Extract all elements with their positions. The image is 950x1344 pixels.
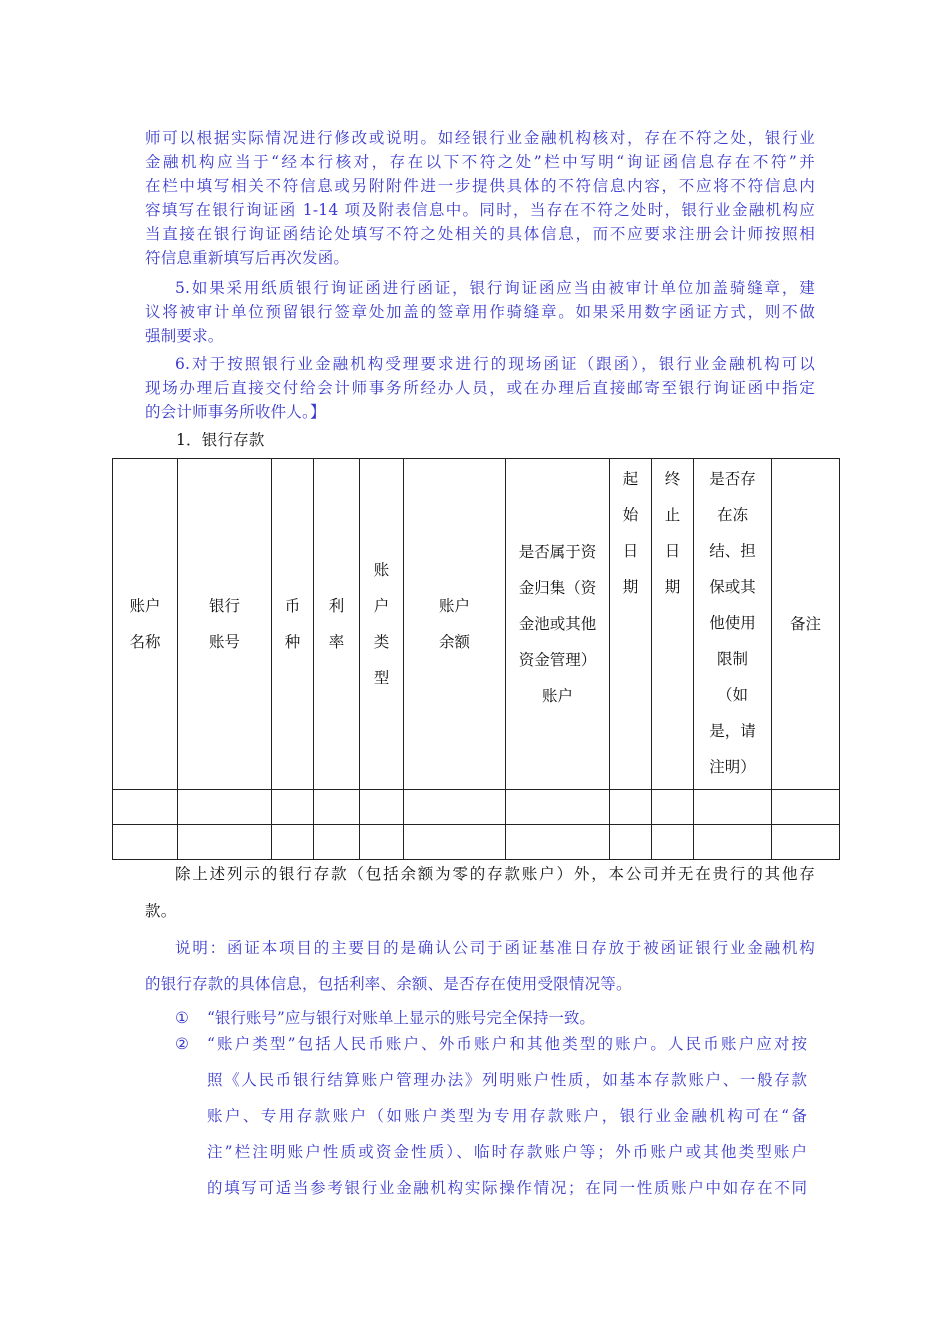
item5-line-3: 强制要求。: [145, 327, 224, 345]
intro-line-4: 容填写在银行询证函 1-14 项及附表信息中。同时，当存在不符之处时，银行业金融机构应: [145, 201, 815, 219]
intro-line-1: 师可以根据实际情况进行修改或说明。如经银行业金融机构核对，存在不符之处，银行业: [145, 129, 815, 147]
table-cell[interactable]: [694, 789, 772, 824]
table-cell[interactable]: [113, 789, 178, 824]
table-cell[interactable]: [178, 824, 272, 859]
table-cell[interactable]: [652, 789, 694, 824]
header-interest-rate: 利 率: [314, 459, 360, 790]
item5-line-2: 议将被审计单位预留银行签章处加盖的签章用作骑缝章。如果采用数字函证方式，则不做: [145, 303, 815, 321]
intro-line-2: 金融机构应当于“经本行核对，存在以下不符之处”栏中写明“询证函信息存在不符”并: [145, 153, 815, 171]
item6-line-1: 6.对于按照银行业金融机构受理要求进行的现场函证（跟函），银行业金融机构可以: [175, 355, 815, 373]
table-cell[interactable]: [652, 824, 694, 859]
after-table-line-1: 除上述列示的银行存款（包括余额为零的存款账户）外，本公司并无在贵行的其他存: [175, 865, 815, 883]
note-line-2: 的银行存款的具体信息，包括利率、余额、是否存在使用受限情况等。: [145, 975, 632, 993]
header-remarks: 备注: [772, 459, 840, 790]
point-2-line-1: “账户类型”包括人民币账户、外币账户和其他类型的账户。人民币账户应对按: [207, 1035, 807, 1053]
table-row: [113, 824, 840, 859]
section-title: 1．银行存款: [176, 431, 265, 449]
table-cell[interactable]: [404, 789, 506, 824]
point-1-line-1: “银行账号”应与银行对账单上显示的账号完全保持一致。: [207, 1009, 595, 1027]
point-2-marker: ②: [175, 1035, 189, 1053]
header-account-name: 账户 名称: [113, 459, 178, 790]
table-cell[interactable]: [272, 789, 314, 824]
point-2-line-4: 注”栏注明账户性质或资金性质）、临时存款账户等；外币账户或其他类型账户: [207, 1143, 807, 1161]
header-restriction: 是否存 在冻 结、担 保或其 他使用 限制 （如 是，请 注明）: [694, 459, 772, 790]
table-cell[interactable]: [360, 789, 404, 824]
point-1-marker: ①: [175, 1009, 189, 1027]
table-cell[interactable]: [506, 824, 610, 859]
point-2-line-5: 的填写可适当参考银行业金融机构实际操作情况；在同一性质账户中如存在不同: [207, 1179, 807, 1197]
bank-deposit-table: [112, 458, 840, 860]
table-cell[interactable]: [694, 824, 772, 859]
header-fund-pooling: 是否属于资 金归集（资 金池或其他 资金管理） 账户: [506, 459, 610, 790]
table-cell[interactable]: [272, 824, 314, 859]
point-2-line-2: 照《人民币银行结算账户管理办法》列明账户性质，如基本存款账户、一般存款: [207, 1071, 807, 1089]
table-cell[interactable]: [610, 824, 652, 859]
point-2-line-3: 账户、专用存款账户（如账户类型为专用存款账户，银行业金融机构可在“备: [207, 1107, 807, 1125]
after-table-line-2: 款。: [145, 902, 177, 920]
table-cell[interactable]: [610, 789, 652, 824]
header-account-balance: 账户 余额: [404, 459, 506, 790]
table-cell[interactable]: [404, 824, 506, 859]
table-cell[interactable]: [506, 789, 610, 824]
table-cell[interactable]: [772, 824, 840, 859]
header-bank-account-no: 银行 账号: [178, 459, 272, 790]
intro-line-3: 在栏中填写相关不符信息或另附附件进一步提供具体的不符信息内容，不应将不符信息内: [145, 177, 815, 195]
table-header-row: [113, 459, 840, 790]
table-cell[interactable]: [178, 789, 272, 824]
item5-line-1: 5.如果采用纸质银行询证函进行函证，银行询证函应当由被审计单位加盖骑缝章，建: [175, 279, 815, 297]
table-cell[interactable]: [113, 824, 178, 859]
table-cell[interactable]: [314, 824, 360, 859]
intro-line-5: 当直接在银行询证函结论处填写不符之处相关的具体信息，而不应要求注册会计师按照相: [145, 225, 815, 243]
header-currency: 币 种: [272, 459, 314, 790]
item6-line-3: 的会计师事务所收件人。】: [145, 403, 326, 421]
item6-line-2: 现场办理后直接交付给会计师事务所经办人员，或在办理后直接邮寄至银行询证函中指定: [145, 379, 815, 397]
header-end-date: 终 止 日 期: [652, 459, 694, 790]
intro-line-6: 符信息重新填写后再次发函。: [145, 249, 350, 267]
table-cell[interactable]: [772, 789, 840, 824]
header-account-type: 账 户 类 型: [360, 459, 404, 790]
header-start-date: 起 始 日 期: [610, 459, 652, 790]
table-row: [113, 789, 840, 824]
note-line-1: 说明：函证本项目的主要目的是确认公司于函证基准日存放于被函证银行业金融机构: [175, 939, 815, 957]
table-cell[interactable]: [360, 824, 404, 859]
table-cell[interactable]: [314, 789, 360, 824]
